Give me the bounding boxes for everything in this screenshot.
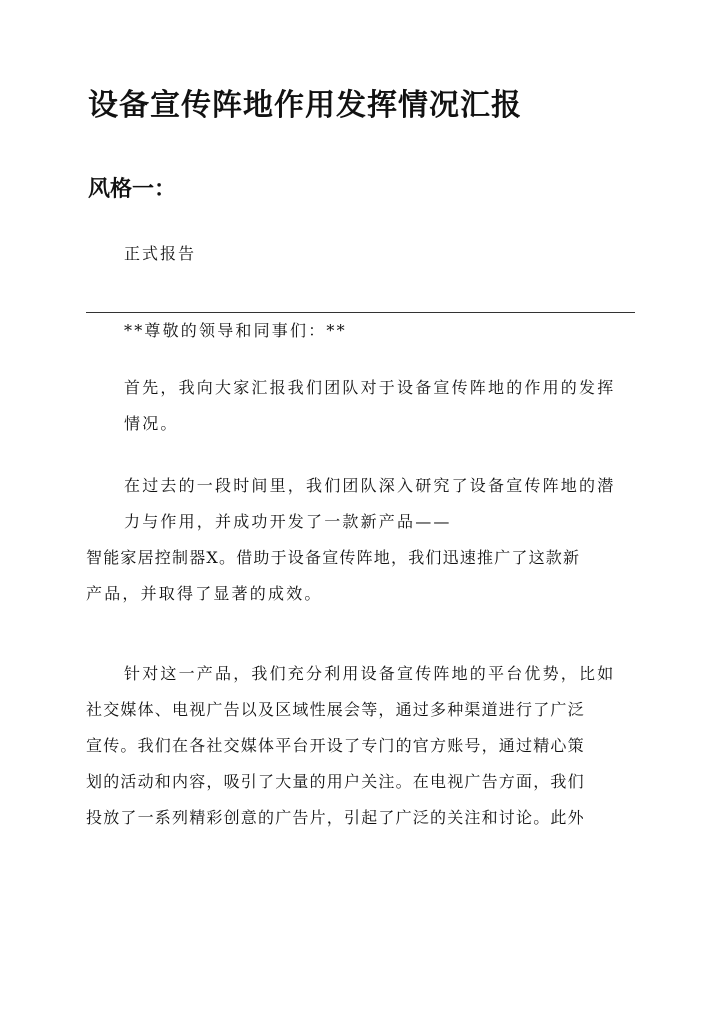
paragraph-line: 智能家居控制器X。借助于设备宣传阵地，我们迅速推广了这款新 bbox=[86, 548, 581, 567]
report-type-label: 正式报告 bbox=[124, 244, 197, 263]
paragraph-promotion bbox=[86, 656, 636, 836]
greeting-line: **尊敬的领导和同事们：** bbox=[124, 321, 347, 340]
paragraph-line: 首先，我向大家汇报我们团队对于设备宣传阵地的作用的发挥 bbox=[124, 378, 616, 397]
paragraph-line: 在过去的一段时间里，我们团队深入研究了设备宣传阵地的潜 bbox=[124, 476, 616, 495]
paragraph-line: 宣传。我们在各社交媒体平台开设了专门的官方账号，通过精心策 bbox=[86, 736, 585, 755]
paragraph-development bbox=[86, 468, 636, 612]
document-title: 设备宣传阵地作用发挥情况汇报 bbox=[88, 88, 522, 123]
paragraph-line: 划的活动和内容，吸引了大量的用户关注。在电视广告方面，我们 bbox=[86, 772, 585, 791]
paragraph-line: 情况。 bbox=[124, 414, 179, 433]
paragraph-intro bbox=[86, 370, 636, 442]
paragraph-line: 社交媒体、电视广告以及区域性展会等，通过多种渠道进行了广泛 bbox=[86, 700, 585, 719]
paragraph-line: 产品，并取得了显著的成效。 bbox=[86, 584, 323, 603]
paragraph-line: 针对这一产品，我们充分利用设备宣传阵地的平台优势，比如 bbox=[124, 664, 616, 683]
paragraph-line: 投放了一系列精彩创意的广告片，引起了广泛的关注和讨论。此外 bbox=[86, 808, 585, 827]
paragraph-line: 力与作用，并成功开发了一款新产品—— bbox=[124, 512, 452, 531]
style-heading: 风格一： bbox=[88, 176, 177, 202]
